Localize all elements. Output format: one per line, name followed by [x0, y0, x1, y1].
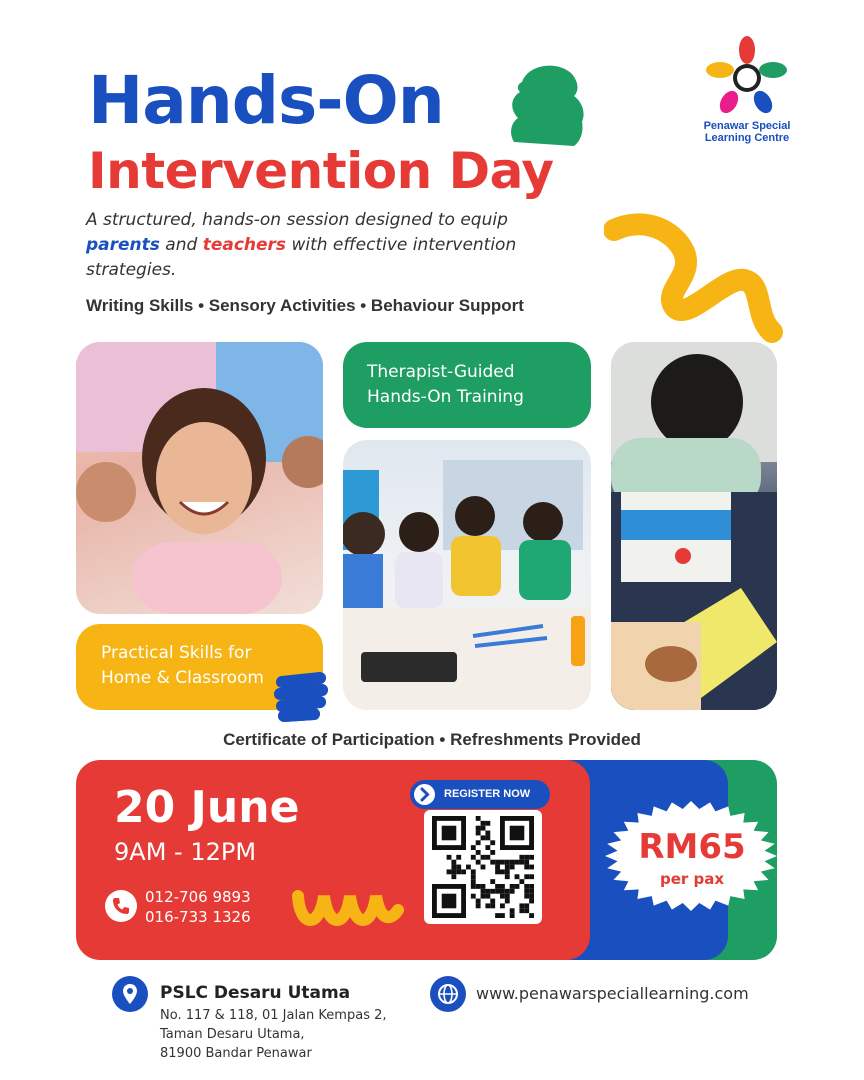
pin-glyph: [112, 976, 148, 1012]
therapist-guided-box: [343, 342, 591, 428]
yellow-squiggle-shape: [604, 206, 790, 344]
photo-girl-illustration: [76, 342, 323, 614]
globe-icon: [430, 976, 466, 1012]
green-tree-shape: [508, 62, 588, 148]
price-amount: RM65: [638, 827, 746, 867]
centre-logo: [692, 34, 802, 144]
venue-address: [160, 1006, 387, 1063]
yellow-wave-shape: [290, 876, 406, 936]
phone-number-2[interactable]: 016-733 1326: [145, 908, 251, 926]
address-line-1: No. 117 & 118, 01 Jalan Kempas 2,: [160, 1008, 387, 1023]
title-line-1: Hands-On: [88, 62, 444, 139]
title-line-2: Intervention Day: [88, 142, 554, 200]
phone-icon: [105, 890, 137, 922]
photo-craft-illustration: [611, 342, 777, 710]
address-line-2: Taman Desaru Utama,: [160, 1027, 305, 1042]
address-line-3: 81900 Bandar Penawar: [160, 1046, 312, 1061]
skills-line: Writing Skills • Sensory Activities • Behaviour Support: [86, 296, 524, 315]
practical-line-1: Practical Skills for: [101, 643, 252, 663]
intro-parents: parents: [86, 235, 160, 255]
phone-number-1[interactable]: 012-706 9893: [145, 888, 251, 906]
arrow-right-icon: [414, 784, 435, 805]
event-time: 9AM - 12PM: [114, 838, 257, 866]
phone-glyph: [105, 890, 137, 922]
therapist-line-2: Hands-On Training: [367, 387, 524, 407]
photo-smiling-girl: [76, 342, 323, 614]
extras-line: Certificate of Participation • Refreshments Provided: [223, 730, 641, 749]
blue-scribble-overlay: [274, 672, 330, 722]
intro-teachers: teachers: [202, 235, 287, 255]
photo-kids-painting: [343, 440, 591, 710]
hands-logo-icon: [705, 34, 789, 116]
phone-numbers: [145, 887, 251, 927]
logo-name-line-1: Penawar Special: [703, 120, 791, 132]
practical-line-2: Home & Classroom: [101, 668, 264, 688]
register-now-button[interactable]: [410, 780, 550, 809]
logo-name-line-2: Learning Centre: [704, 132, 790, 144]
intro-part-2: with effective intervention strategies.: [86, 235, 517, 280]
qr-code[interactable]: [424, 810, 542, 924]
globe-glyph: [430, 976, 466, 1012]
location-pin-icon: [112, 976, 148, 1012]
venue-name: PSLC Desaru Utama: [160, 983, 351, 1003]
therapist-line-1: Therapist-Guided: [367, 362, 515, 382]
event-date: 20 June: [114, 782, 300, 833]
qr-code-graphic: [430, 816, 536, 918]
price-unit: per pax: [659, 870, 725, 888]
intro-text: [86, 208, 586, 283]
website-link[interactable]: www.penawarspeciallearning.com: [476, 984, 749, 1003]
register-now-label: REGISTER NOW: [444, 788, 531, 800]
photo-child-crafting: [611, 342, 777, 710]
intro-and: and: [159, 235, 203, 255]
arrow-glyph: [414, 784, 435, 805]
intro-part-1: A structured, hands-on session designed to equip: [86, 210, 508, 230]
photo-kids-illustration: [343, 440, 591, 710]
